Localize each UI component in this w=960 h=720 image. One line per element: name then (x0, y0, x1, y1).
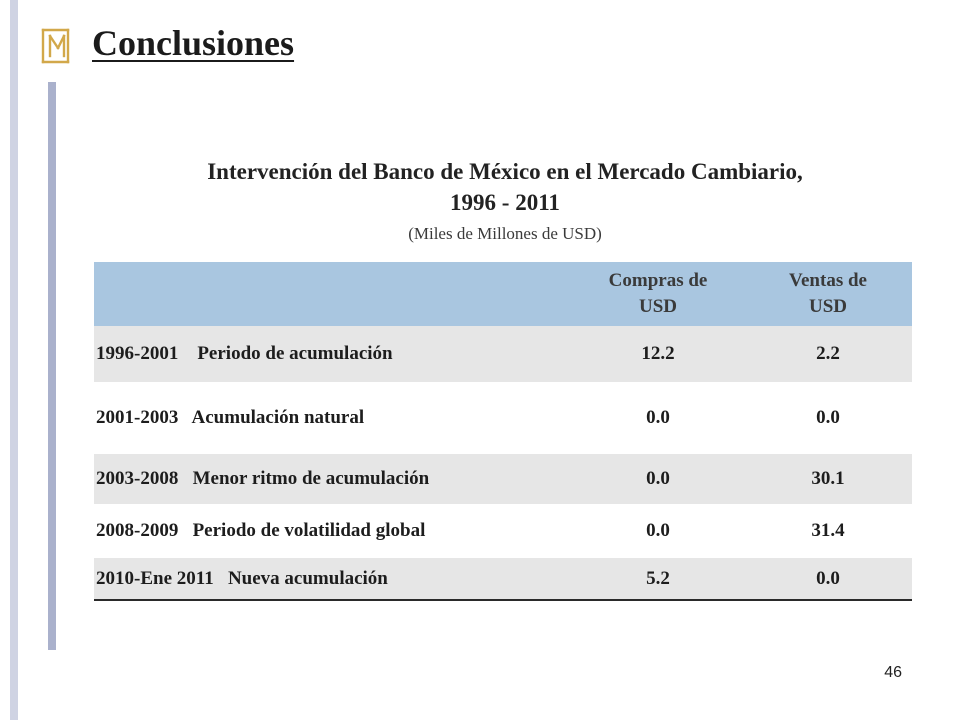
header-compras-line-1: Compras de (608, 270, 708, 291)
header-ventas (744, 262, 912, 326)
row-period: 1996-2001 Periodo de acumulación (94, 326, 572, 382)
row-compras: 0.0 (572, 504, 744, 558)
row-compras: 12.2 (572, 326, 744, 382)
row-ventas: 0.0 (744, 558, 912, 600)
row-ventas: 30.1 (744, 454, 912, 504)
header-ventas-line-1: Ventas de (789, 270, 867, 291)
row-compras: 0.0 (572, 454, 744, 504)
table-row (94, 558, 912, 600)
header-compras (572, 262, 744, 326)
table-header-row (94, 262, 912, 326)
table-title-line-1: Intervención del Banco de México en el Mercado Cambiario, (207, 159, 803, 184)
row-period: 2001-2003 Acumulación natural (94, 382, 572, 454)
header-compras-line-2: USD (638, 296, 677, 317)
row-ventas: 2.2 (744, 326, 912, 382)
header-ventas-line-2: USD (808, 296, 847, 317)
row-period: 2008-2009 Periodo de volatilidad global (94, 504, 572, 558)
row-compras: 5.2 (572, 558, 744, 600)
slide-left-border (10, 0, 18, 720)
table-row (94, 504, 912, 558)
table-row (94, 382, 912, 454)
header-period (94, 262, 572, 326)
row-period: 2010-Ene 2011 Nueva acumulación (94, 558, 572, 600)
table-title-line-2: 1996 - 2011 (450, 190, 560, 215)
row-ventas: 31.4 (744, 504, 912, 558)
slide-title: Conclusiones (92, 23, 295, 63)
table-row (94, 454, 912, 504)
row-ventas: 0.0 (744, 382, 912, 454)
table-title (100, 156, 910, 218)
table-units: (Miles de Millones de USD) (408, 224, 602, 243)
row-period: 2003-2008 Menor ritmo de acumulación (94, 454, 572, 504)
page-number: 46 (884, 664, 902, 681)
content-accent-bar (48, 82, 56, 650)
table-row (94, 326, 912, 382)
intervention-table (94, 262, 912, 601)
banxico-logo-icon (38, 26, 74, 66)
row-compras: 0.0 (572, 382, 744, 454)
